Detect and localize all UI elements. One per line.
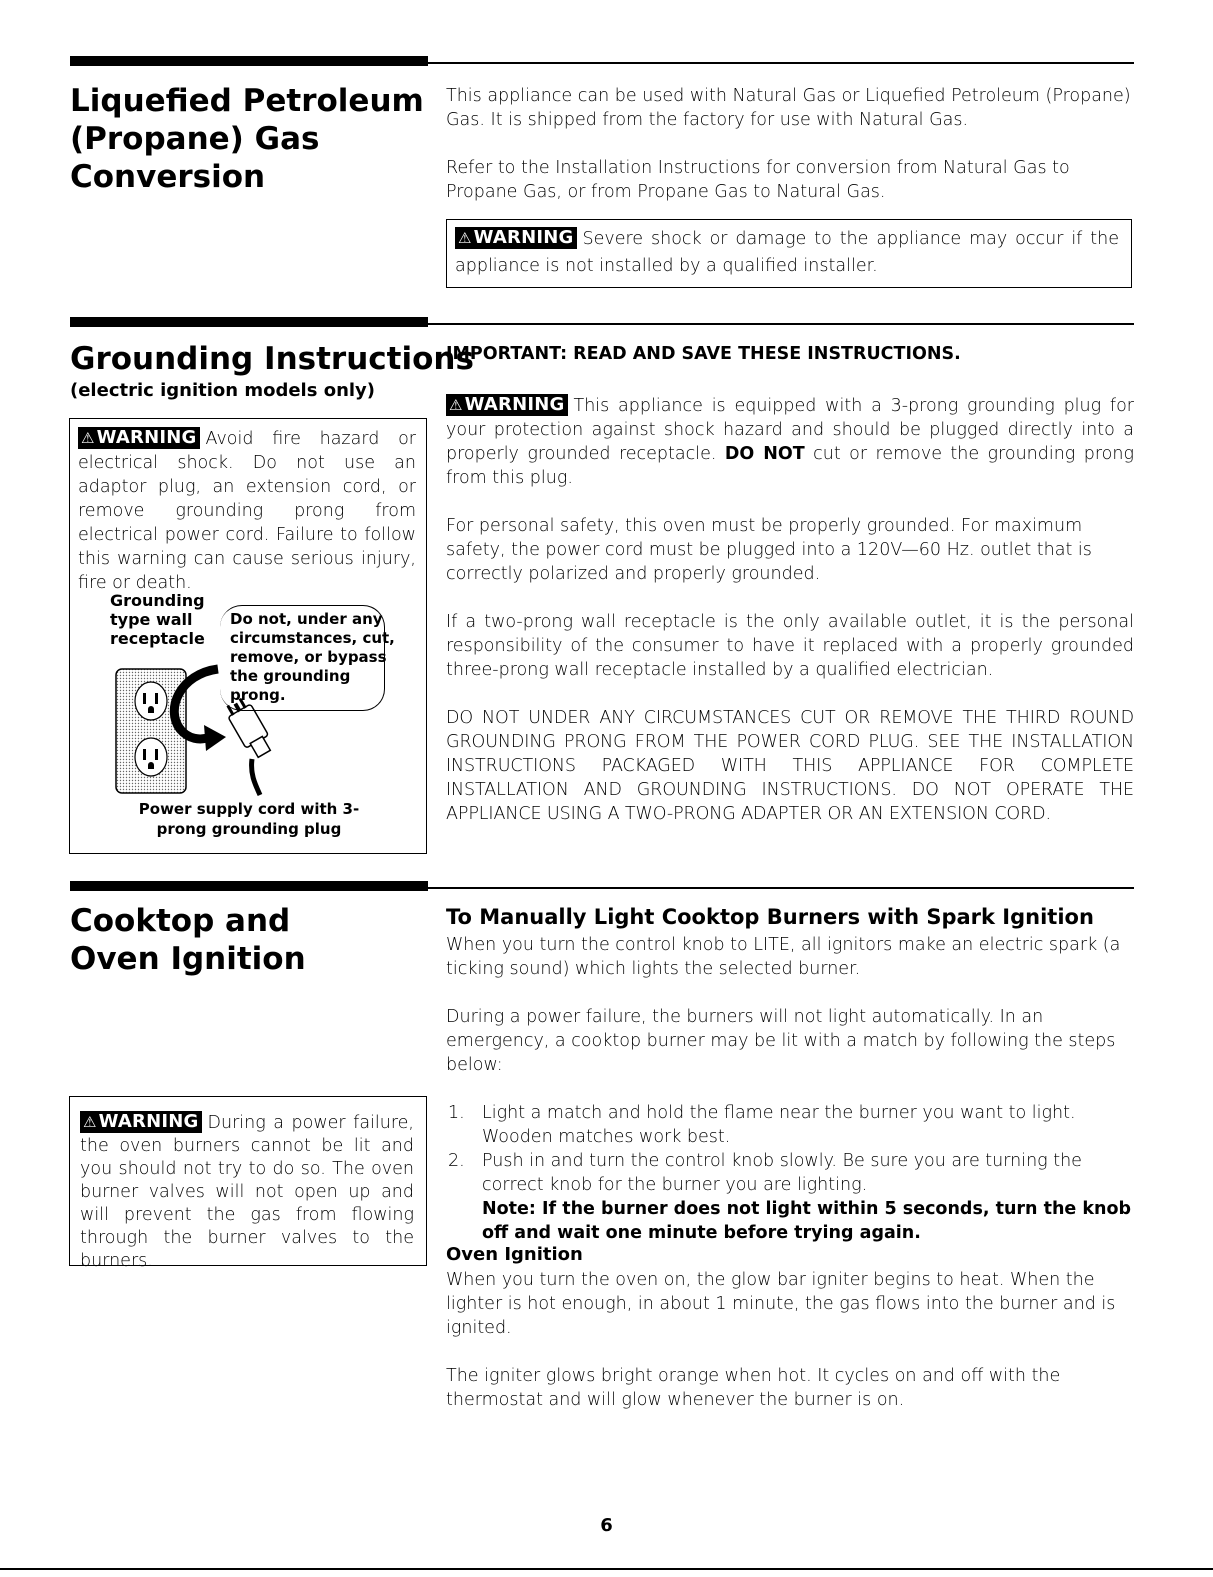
section-rule-thin xyxy=(428,887,1134,889)
paragraph: The igniter glows bright orange when hot. It cycles on and off with the thermostat and will glow whenever the burner is on. xyxy=(446,1366,1061,1410)
step-text: Push in and turn the control knob slowly. Be sure you are turning the correct knob for the burner you are lighting. xyxy=(482,1151,1082,1195)
important-notice: IMPORTANT: READ AND SAVE THESE INSTRUCTIONS. xyxy=(446,344,961,364)
paragraph-text: cut or remove the grounding prong from this plug. xyxy=(446,444,1134,488)
caption-line: Power supply cord with 3- xyxy=(138,800,360,818)
heading-line: Liquefied Petroleum xyxy=(70,83,424,119)
list-item xyxy=(446,1101,1134,1149)
emphasis-text: DO NOT xyxy=(724,444,805,464)
warning-triangle-icon: ⚠ xyxy=(458,229,472,247)
page-number: 6 xyxy=(600,1515,613,1536)
step-text: Light a match and hold the flame near the burner you want to light. Wooden matches work best. xyxy=(482,1103,1076,1147)
note-text: Note: If the burner does not light within 5 seconds, turn the knob off and wait one minute before trying again. xyxy=(482,1199,1132,1243)
paragraph: When you turn the oven on, the glow bar igniter begins to heat. When the lighter is hot enough, in about 1 minute, the gas flows into the burner and is ignited. xyxy=(446,1270,1116,1338)
warning-badge xyxy=(78,427,200,449)
paragraph-text: This appliance is equipped with a 3-prong grounding plug for your protection against shock hazard and should be plugged directly into a properly grounded receptacle. xyxy=(446,396,1134,464)
warning-badge xyxy=(446,394,568,416)
warning-content xyxy=(455,226,1119,280)
grounding-warning-box xyxy=(69,418,427,854)
section-heading-grounding: Grounding Instructions xyxy=(70,341,474,377)
warning-label: WARNING xyxy=(473,227,574,248)
paragraph: For personal safety, this oven must be properly grounded. For maximum safety, the power cord must be plugged into a 120V—60 Hz. outlet that is correctly polarized and properly grounded. xyxy=(446,516,1092,584)
warning-label: WARNING xyxy=(96,427,197,448)
callout-line: prong. xyxy=(230,686,286,704)
paragraph: DO NOT UNDER ANY CIRCUMSTANCES CUT OR REMOVE THE THIRD ROUND GROUNDING PRONG FROM THE POWER CORD PLUG. SEE THE INSTALLATION INSTRUCTIONS PACKAGED WITH THIS APPLIANCE FOR COMPLETE INSTALLATION AND GROUNDING INSTRUCTIONS. DO NOT OPERATE THE APPLIANCE USING A TWO-PRONG ADAPTER OR AN EXTENSION CORD. xyxy=(446,708,1134,824)
section-rule-thick xyxy=(70,317,428,327)
figure-caption xyxy=(70,799,428,839)
warning-box xyxy=(446,219,1132,288)
section-rule-thin xyxy=(428,323,1134,325)
warning-badge xyxy=(455,227,577,249)
callout-line: remove, or bypass xyxy=(230,648,387,666)
callout-line: the grounding xyxy=(230,667,351,685)
warning-content xyxy=(78,427,416,595)
figure-label-line: type wall xyxy=(110,610,193,629)
section-subheading: (electric ignition models only) xyxy=(70,380,376,401)
figure-label-line: Grounding xyxy=(110,591,205,610)
warning-text: During a power failure, the oven burners cannot be lit and you should not try to do so. The oven burner valves will not open up and will prevent the gas from flowing through the burner valves to the burners. xyxy=(80,1113,414,1271)
paragraph: Refer to the Installation Instructions for conversion from Natural Gas to Propane Gas, or from Propane Gas to Natural Gas. xyxy=(446,158,1070,202)
warning-text: Severe shock or damage to the appliance may occur if the appliance is not installed by a qualified installer. xyxy=(455,229,1119,276)
section-rule-thick xyxy=(70,881,428,891)
warning-badge xyxy=(80,1111,202,1133)
callout-line: Do not, under any xyxy=(230,610,383,628)
ignition-body xyxy=(446,933,1134,1245)
heading-line: Conversion xyxy=(70,159,266,195)
paragraph xyxy=(446,394,1134,490)
oven-ignition-body xyxy=(446,1268,1134,1412)
section-heading-ignition xyxy=(70,902,306,978)
warning-label: WARNING xyxy=(98,1111,199,1132)
paragraph: This appliance can be used with Natural Gas or Liquefied Petroleum (Propane) Gas. It is shipped from the factory for use with Natural Gas. xyxy=(446,86,1131,130)
warning-label: WARNING xyxy=(464,394,565,415)
warning-content xyxy=(80,1111,414,1273)
heading-line: (Propane) Gas xyxy=(70,121,320,157)
warning-text: Avoid fire hazard or electrical shock. Do not use an adaptor plug, an extension cord, or remove grounding prong from electrical power cord. Failure to follow this warning can cause serious injury, fire or death. xyxy=(78,429,416,593)
heading-line: Oven Ignition xyxy=(70,941,306,977)
warning-triangle-icon: ⚠ xyxy=(449,396,463,414)
section-rule-thin xyxy=(428,62,1134,64)
step-number: 2. xyxy=(448,1151,465,1171)
warning-triangle-icon: ⚠ xyxy=(83,1113,97,1131)
paragraph: If a two-prong wall receptacle is the only available outlet, it is the personal responsibility of the consumer to have it replaced with a properly grounded three-prong wall receptacle installed by a qualified electrician. xyxy=(446,612,1134,680)
section-heading-lp-conversion xyxy=(70,82,424,196)
caption-line: prong grounding plug xyxy=(156,820,342,838)
step-number: 1. xyxy=(448,1103,465,1123)
callout-line: circumstances, cut, xyxy=(230,629,395,647)
list-item xyxy=(446,1149,1134,1245)
ignition-warning-box xyxy=(69,1096,427,1271)
lp-conversion-body xyxy=(446,84,1134,204)
paragraph: When you turn the control knob to LITE, all ignitors make an electric spark (a ticking sound) which lights the selected burner. xyxy=(446,935,1121,979)
section-rule-thick xyxy=(70,56,428,66)
callout-text xyxy=(230,610,395,705)
page-bottom-rule xyxy=(0,1568,1213,1570)
oven-ignition-title: Oven Ignition xyxy=(446,1244,583,1265)
figure-label-line: receptacle xyxy=(110,629,205,648)
paragraph: During a power failure, the burners will not light automatically. In an emergency, a cooktop burner may be lit with a match by following the steps below: xyxy=(446,1007,1116,1075)
steps-list xyxy=(446,1101,1134,1245)
warning-triangle-icon: ⚠ xyxy=(81,429,95,447)
grounding-body xyxy=(446,342,1134,826)
manual-light-title: To Manually Light Cooktop Burners with Spark Ignition xyxy=(446,905,1094,929)
heading-line: Cooktop and xyxy=(70,903,291,939)
